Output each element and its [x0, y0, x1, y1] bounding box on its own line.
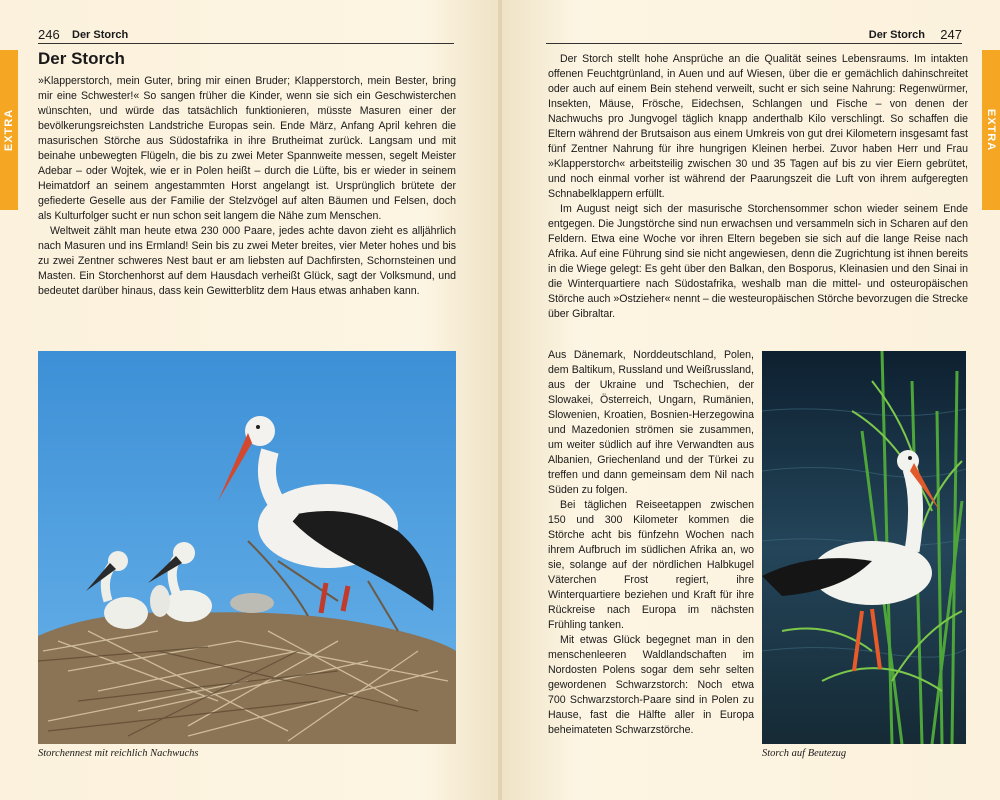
stork-nest-illustration	[38, 351, 456, 744]
left-paragraph-2: Weltweit zählt man heute etwa 230 000 Paare, jedes achte davon zieht es alljährlich nach Masuren und ins Ermland! Sein bis zu zwei Meter breites, vier Meter hohes und bis zu zwei Zentner schweres Nest baut er am liebsten auf Dachfirsten, Schornsteinen und Masten. Ein Storchenhorst auf dem Hausdach verheißt Glück, sagt der Volksmund, und bedeutet darüber hinaus, dass kein Gewitterblitz dem Haus etwas anhaben kann.	[38, 225, 456, 297]
article-heading: Der Storch	[38, 49, 125, 68]
left-page	[0, 0, 498, 800]
page-number-right: 247	[940, 27, 962, 42]
extra-tab-right	[982, 50, 1000, 210]
left-text-block	[38, 74, 456, 299]
right-text-column	[548, 348, 754, 738]
right-paragraph-2: Im August neigt sich der masurische Storchensommer schon wieder seinem Ende entgegen. Die Jungstörche sind nun erwachsen und versammeln sich in Scharen auf den Feldern. Etwa eine Woche vor ihren Eltern begeben sie sich auf die lange Reise nach Afrika. Auf eine Führung sind sie nicht angewiesen, denn die Zugrichtung ist ihnen bereits in die Wiege gelegt: Es geht über den Balkan, den Bosporus, Kleinasien und den Sinai in die Winterquartiere nach Südostafrika, weshalb man die mittel- und osteuropäischen Störche auch »Ostzieher« nennt – die westeuropäischen Störche bevorzugen die Strecke über Gibraltar.	[548, 203, 968, 320]
running-header-right	[546, 27, 962, 44]
right-column-paragraph-1: Aus Dänemark, Norddeutschland, Polen, dem Baltikum, Russland und Weißrussland, aus der Ukraine und Tschechien, der Slowakei, Österreich, Ungarn, Rumänien, Slowenien, Kroatien, Bosnien-Herzegowina und Mazedonien strömen sie zusammen, um weiter südlich auf ihre Verwandten aus Albanien, Griechenland und der Türkei zu treffen und dann gemeinsam dem Nil nach Süden zu folgen.	[548, 349, 754, 496]
stork-hunting-photo	[762, 351, 966, 744]
running-title-left: Der Storch	[72, 29, 129, 41]
extra-tab-label-left: EXTRA	[3, 108, 15, 152]
right-column-paragraph-3: Mit etwas Glück begegnet man in den menschenleeren Waldlandschaften im Nordosten Polens sogar dem sehr selten gewordenen Schwarzstorch: Noch etwa 700 Schwarzstorch-Paare sind in Polen zu Hause, fast die Hälfte aller in Europa beheimateten Schwarzstörche.	[548, 634, 754, 736]
right-column-paragraph-2: Bei täglichen Reiseetappen zwischen 150 und 300 Kilometer kommen die Störche acht bis fünfzehn Wochen nach ihrem Aufbruch im südlichen Afrika an, wo sie, solange auf der nördlichen Halbkugel Väterchen Frost regiert, ihre Winterquartiere beziehen und Kraft für ihre Rückreise nach Europa im nächsten Frühling tanken.	[548, 499, 754, 631]
right-page	[502, 0, 1000, 800]
right-paragraph-1: Der Storch stellt hohe Ansprüche an die Qualität seines Lebensraums. Im intakten offenen Feuchtgrünland, in Auen und auf Wiesen, über die er gemächlich dahinschreitet oder auch auf einem Bein stehend verweilt, sucht er sich seine Nahrung: Regenwürmer, Insekten, Mäuse, Frösche, Eidechsen, Schlangen und Fische – von denen der Nachwuchs pro Jungvogel täglich knapp anderthalb Kilo verschlingt. So schaffen die Eltern während der Brutsaison aus einem Umkreis von gut drei Kilometern insgesamt fast fünf Zentner Nahrung für ihre hungrigen Kleinen herbei. Zuvor haben Herr und Frau »Klapperstorch« arbeitsteilig zwischen 30 und 35 Tagen auf bis zu vier Eiern gebrütet, und noch einmal vorher ist während der Paarungszeit die Luft von ihrem aufgeregten Schnabelklappern erfüllt.	[548, 53, 968, 200]
page-number-left: 246	[38, 27, 60, 42]
running-title-right: Der Storch	[868, 29, 925, 41]
photo-caption-right: Storch auf Beutezug	[762, 748, 847, 759]
running-header-left	[38, 27, 454, 44]
right-text-block	[548, 52, 968, 322]
stork-nest-photo	[38, 351, 456, 744]
photo-caption-left: Storchennest mit reichlich Nachwuchs	[38, 748, 199, 759]
extra-tab-label-right: EXTRA	[985, 108, 997, 152]
extra-tab-left	[0, 50, 18, 210]
stork-hunting-illustration	[762, 351, 966, 744]
left-paragraph-1: »Klapperstorch, mein Guter, bring mir einen Bruder; Klapperstorch, mein Bester, bring mir eine Schwester!« So sangen früher die Kinder, wenn sie sich ein Geschwisterchen wünschten, und würde das tatsächlich funktionieren, müsste Masuren einer der bevölkerungsreichsten Landstriche Europas sein. Ende März, Anfang April kehren die masurischen Störche aus Südostafrika in ihre Brutheimat zurück. Langsam und mit beinahe unbewegten Flügeln, die bis zu zwei Meter Spannweite messen, segelt Meister Adebar – oder Wojtek, wie er in Polen heißt – durch die Lüfte, bis er wieder in seinem Heimatdorf an seinem angestammten Horst angelangt ist. Ursprünglich brütete der gefiederte Geselle aus der Familie der Stelzvögel auf alten Bäumen und Felsen, doch als Kulturfolger sucht er nun schon seit langem die Nähe zum Menschen.	[38, 75, 456, 222]
